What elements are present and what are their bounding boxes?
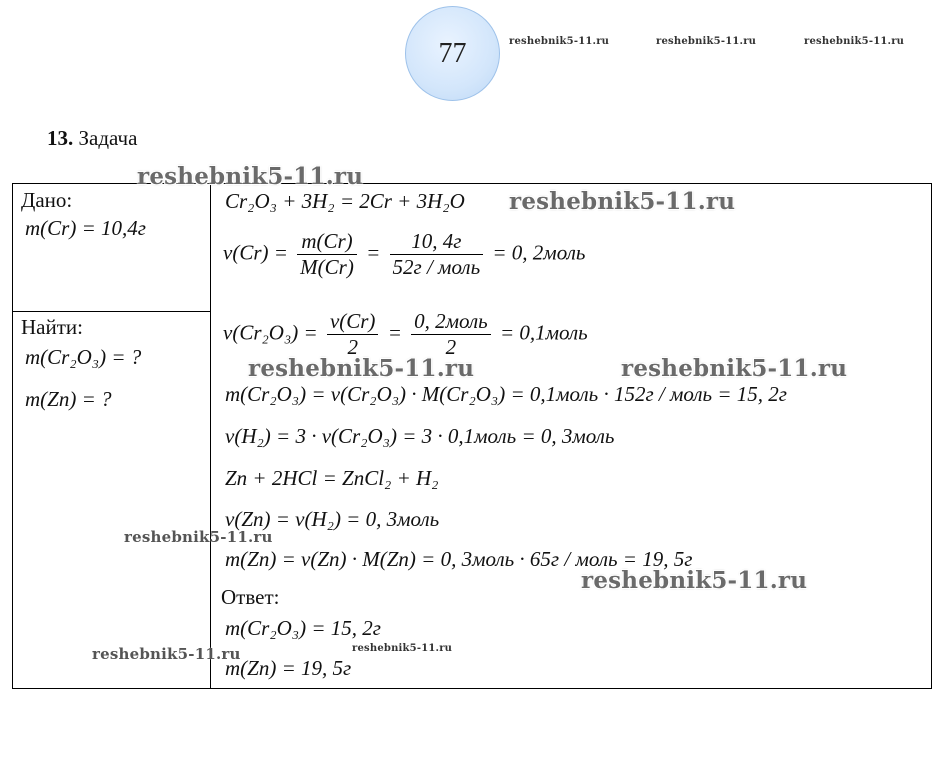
find-heading: Найти: <box>21 315 83 339</box>
watermark: reshebnik5-11.ru <box>124 528 273 546</box>
page-number: 77 <box>438 37 467 69</box>
nu-cr-result: = 0, 2моль <box>492 240 586 265</box>
task-title <box>47 126 137 151</box>
watermark: reshebnik5-11.ru <box>804 36 905 47</box>
watermark: reshebnik5-11.ru <box>656 36 757 47</box>
watermark: reshebnik5-11.ru <box>248 355 475 382</box>
fraction-numerator: 0, 2моль <box>411 309 491 335</box>
mass-cr2o3-calc: m(Cr₂O₃) = ν(Cr₂O₃) · M(Cr₂O₃) = 0,1моль · 152г / моль = 15, 2г <box>225 382 787 406</box>
equals-sign: = <box>366 240 381 265</box>
find-mass-zn: m(Zn) = ? <box>25 387 112 411</box>
nu-cr2o3-result: = 0,1моль <box>499 320 588 345</box>
page-number-badge <box>405 6 500 101</box>
watermark: reshebnik5-11.ru <box>509 188 736 215</box>
answer-mass-zn: m(Zn) = 19, 5г <box>225 656 352 680</box>
nu-h2-calc: ν(H₂) = 3 · ν(Cr₂O₃) = 3 · 0,1моль = 0, 3моль <box>225 424 615 448</box>
nu-cr-fraction-2 <box>390 229 484 280</box>
task-label: Задача <box>78 126 138 150</box>
row-divider <box>13 311 211 312</box>
fraction-denominator: M(Cr) <box>300 255 354 279</box>
solution-table <box>12 183 932 689</box>
find-mass-cr2o3: m(Cr₂O₃) = ? <box>25 345 142 369</box>
reaction-zn-hcl: Zn + 2HCl = ZnCl₂ + H₂ <box>225 466 439 490</box>
answer-mass-cr2o3: m(Cr₂O₃) = 15, 2г <box>225 616 381 640</box>
column-divider <box>210 184 211 688</box>
fraction-numerator: m(Cr) <box>297 229 357 255</box>
watermark: reshebnik5-11.ru <box>581 567 808 594</box>
nu-cr2o3-fraction-2 <box>411 309 491 360</box>
task-number: 13. <box>47 126 74 150</box>
answer-heading: Ответ: <box>221 585 280 609</box>
fraction-denominator: 2 <box>347 335 358 359</box>
watermark: reshebnik5-11.ru <box>352 643 453 654</box>
watermark: reshebnik5-11.ru <box>137 163 364 190</box>
reaction-cr2o3-h2: Cr₂O₃ + 3H₂ = 2Cr + 3H₂O <box>225 189 465 213</box>
watermark: reshebnik5-11.ru <box>509 36 610 47</box>
nu-cr-lhs: ν(Cr) = <box>223 240 288 265</box>
given-mass-cr: m(Cr) = 10,4г <box>25 216 146 240</box>
fraction-denominator: 52г / моль <box>392 255 481 279</box>
watermark: reshebnik5-11.ru <box>621 355 848 382</box>
fraction-denominator: 2 <box>445 335 457 359</box>
nu-cr-formula <box>223 229 585 280</box>
mass-zn-calc: m(Zn) = ν(Zn) · M(Zn) = 0, 3моль · 65г / моль = 19, 5г <box>225 547 693 571</box>
nu-cr2o3-formula <box>223 309 588 360</box>
fraction-numerator: 10, 4г <box>390 229 484 255</box>
nu-cr2o3-fraction-1 <box>327 309 379 360</box>
fraction-numerator: ν(Cr) <box>327 309 379 335</box>
equals-sign: = <box>387 320 402 345</box>
nu-zn-calc: ν(Zn) = ν(H₂) = 0, 3моль <box>225 507 440 531</box>
given-heading: Дано: <box>21 188 73 212</box>
nu-cr2o3-lhs: ν(Cr₂O₃) = <box>223 320 318 345</box>
watermark: reshebnik5-11.ru <box>92 645 241 663</box>
nu-cr-fraction-1 <box>297 229 357 280</box>
